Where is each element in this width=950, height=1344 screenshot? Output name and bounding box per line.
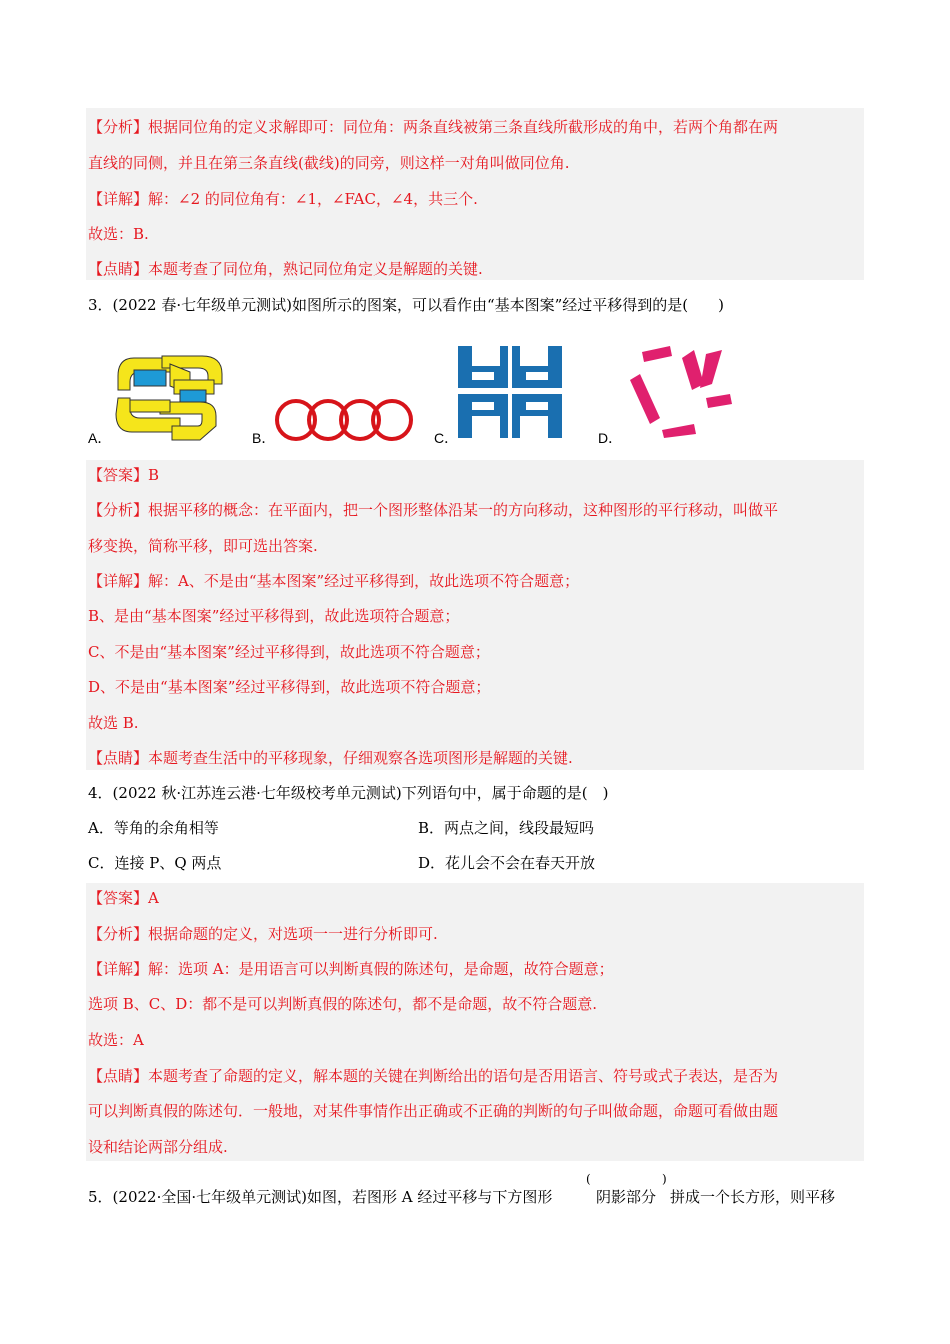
question-5-paren-close: ): [662, 1172, 667, 1186]
analysis-q3-line1: 【分析】根据平移的概念：在平面内，把一个图形整体沿某一的方向移动，这种图形的平行移动，叫做平: [88, 501, 779, 519]
detail-q3-line4: D、不是由“基本图案”经过平移得到，故此选项不符合题意；: [88, 678, 491, 696]
comment-q3: 【点睛】本题考查生活中的平移现象，仔细观察各选项图形是解题的关键.: [88, 749, 573, 767]
option-c-label: C．: [434, 430, 459, 446]
option-b-label: B．: [252, 430, 276, 446]
analysis-q4: 【分析】根据命题的定义，对选项一一进行分析即可.: [88, 925, 438, 943]
question-5-paren-open: (: [586, 1172, 591, 1186]
detail-q3-line2: B、是由“基本图案”经过平移得到，故此选项符合题意；: [88, 607, 460, 625]
question-5-stem-part2: 拼成一个长方形，则平移: [670, 1188, 836, 1206]
detail-q4-line2: 选项 B、C、D：都不是可以判断真假的陈述句，都不是命题，故不符合题意.: [88, 995, 598, 1013]
question-3-stem: 3．(2022 春·七年级单元测试)如图所示的图案，可以看作由“基本图案”经过平移得到的是( ): [88, 296, 725, 314]
answer-q4: 【答案】A: [88, 889, 159, 907]
question-4-option-b: B．两点之间，线段最短吗: [418, 819, 595, 837]
question-5-stem-part1: 5．(2022·全国·七年级单元测试)如图，若图形 A 经过平移与下方图形: [88, 1188, 553, 1206]
yellow-blue-chain-icon: [110, 350, 228, 442]
answer-q3: 【答案】B: [88, 466, 160, 484]
analysis-q2-line1: 【分析】根据同位角的定义求解即可：同位角：两条直线被第三条直线所截形成的角中，若两个角都在两: [88, 118, 779, 136]
blue-hook-pattern-icon: [456, 344, 564, 440]
analysis-q3-line2: 移变换，简称平移，即可选出答案.: [88, 537, 318, 555]
detail-q3-line1: 【详解】解：A、不是由“基本图案”经过平移得到，故此选项不符合题意；: [88, 572, 580, 590]
choice-q4: 故选：A: [88, 1031, 144, 1049]
comment-q2: 【点睛】本题考查了同位角，熟记同位角定义是解题的关键.: [88, 260, 483, 278]
question-5-shaded-label: 阴影部分: [596, 1188, 657, 1206]
question-4-option-a: A．等角的余角相等: [88, 819, 219, 837]
question-4-option-c: C．连接 P、Q 两点: [88, 854, 222, 872]
comment-q4-line1: 【点睛】本题考查了命题的定义，解本题的关键在判断给出的语句是否用语言、符号或式子表达，是否为: [88, 1067, 779, 1085]
comment-q4-line2: 可以判断真假的陈述句．一般地，对某件事情作出正确或不正确的判断的句子叫做命题，命题可看做由题: [88, 1102, 779, 1120]
question-4-stem: 4．(2022 秋·江苏连云港·七年级校考单元测试)下列语句中，属于命题的是( ): [88, 784, 609, 802]
comment-q4-line3: 设和结论两部分组成.: [88, 1138, 228, 1156]
question-4-option-d: D．花儿会不会在春天开放: [418, 854, 596, 872]
choice-q2: 故选：B.: [88, 225, 149, 243]
analysis-q2-line2: 直线的同侧，并且在第三条直线(截线)的同旁，则这样一对角叫做同位角.: [88, 154, 570, 172]
detail-q3-line3: C、不是由“基本图案”经过平移得到，故此选项不符合题意；: [88, 643, 490, 661]
detail-q2: 【详解】解：∠2 的同位角有：∠1，∠FAC，∠4，共三个.: [88, 190, 478, 208]
choice-q3: 故选 B.: [88, 714, 139, 732]
four-rings-icon: [274, 395, 414, 445]
option-a-label: A．: [88, 430, 112, 446]
magenta-pinwheel-icon: [622, 344, 734, 440]
option-d-label: D．: [598, 430, 623, 446]
detail-q4-line1: 【详解】解：选项 A：是用语言可以判断真假的陈述句，是命题，故符合题意；: [88, 960, 614, 978]
